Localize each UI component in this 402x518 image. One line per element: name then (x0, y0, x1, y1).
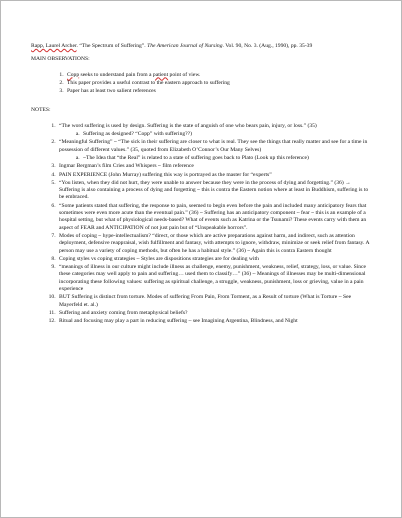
note-item: 2. “Meaningful Suffering” ~ “The sick in their suffering are closer to what is real. They see the things that really matter and see for a time in possession of different values.” (35, quoted from Elizabeth O’Connor’s Our Many Selves) a. ~The Idea that “the Real” is related to a state of suffering goes back to Plato (Look up this reference) (57, 139, 371, 162)
citation-journal: The American Journal of Nursing (147, 43, 223, 49)
note-item: 1. “The word suffering is used by design. Suffering is the state of anguish of one who bears pain, injury, or loss.” (35) a. Suffering as designed? “Copp” with suffering??) (57, 123, 371, 139)
main-observation-item: 3. Paper has at least two salient references (65, 88, 371, 95)
main-observation-author-name: Copp (67, 71, 80, 78)
notes-heading: NOTES: (31, 107, 51, 114)
note-item: 5. “You listen, when they did not hurt, they were unable to answer because they were in the process of dying and forgetting.” (36) → Suffering is also containing a process of dying and forgetting ~ this is contra the Eastern notion where at least in Buddhism, suffering is to be embraced. (57, 180, 371, 202)
note-item: 12. Ritual and focusing may play a part in reducing suffering ~ see Imagining Argentina, Blindness, and Night (57, 318, 371, 325)
note-sub-list (59, 131, 371, 138)
citation-author: Rapp, Laurel Archer (31, 43, 77, 49)
main-observation-item: 1. Copp seeks to understand pain from a patient point of view. (65, 72, 371, 79)
note-sub-item: a. ~The Idea that “the Real” is related to a state of suffering goes back to Plato (Look up this reference) (81, 155, 371, 162)
main-observation-misspelled-word: patient (152, 71, 169, 78)
main-observations-list (51, 72, 371, 96)
note-item: 3. Ingmar Bergman’s film Cries and Whispers ~ film reference (57, 163, 371, 170)
document-content (31, 43, 371, 327)
note-sub-list (59, 155, 371, 162)
main-observation-item: 2. This paper provides a useful contrast to the eastern approach to suffering (65, 80, 371, 87)
citation-title: . “The Spectrum of Suffering”. (76, 43, 148, 49)
note-item: 4. PAIN EXPERIENCE (John Murray) suffering this way is portrayed as the master for “experts” (57, 172, 371, 179)
note-item: 11. Suffering and anxiety coming from metaphysical beliefs? (57, 310, 371, 317)
note-item: 10. BUT Suffering is distinct from torture. Modes of suffering From Pain, From Torment, as a Result of torture (What is Torture ~ See Mayerfeld et. al.) (57, 294, 371, 309)
note-sub-item: a. Suffering as designed? “Copp” with suffering??) (81, 131, 371, 138)
note-item: 7. Modes of coping ~ hype-intellectualism? “direct, or those which are active preparations against harm, and indirect, such as attention deployment, defensive reappraisal, wish fulfillment and fantasy, with attempts to ignore, withdraw, minimize or seek relief from fantasy. A person may use a variety of coping methods, but often he has a habitual style.” (36) ~ Again this is contra Eastern thought (57, 233, 371, 255)
citation-details: . Vol. 90, No. 3. (Aug., 1990), pp. 35-39 (222, 43, 313, 49)
main-observations-heading: MAIN OBSERVATIONS: (31, 56, 90, 63)
note-item: 6. “Some patients stated that suffering, the response to pain, seemed to begin even before the pain and included many anticipatory fears that sometimes were even more acute than the eventual pain.” (36) ~ Suffering has an anticipatory component ~ fear ~ this is an example of a hospital setting, but what of physiological needs-based? What of events such as Katrina or the Tsunami? These events carry with them an aspect of FEAR and ANTICIPATION of not just pain but of “Unspeakable horrors”. (57, 203, 371, 232)
citation (31, 43, 371, 50)
note-item: 9. “meanings of illness in our culture might include illness as challenge, enemy, punishment, weakness, relief, strategy, loss, or value. Since these categories may well apply to pain and suffering… used them to classify…” (36) ~ Meanings of illnesses may be multi-dimensional incorporating these following values: suffering as spiritual challenge, a struggle, weakness, punishment, loss or grieving, value in a pain experience (57, 264, 371, 293)
notes-list (43, 123, 371, 326)
note-item: 8. Coping styles vs coping strategies ~ Styles are dispositions strategies are for dealing with (57, 256, 371, 263)
